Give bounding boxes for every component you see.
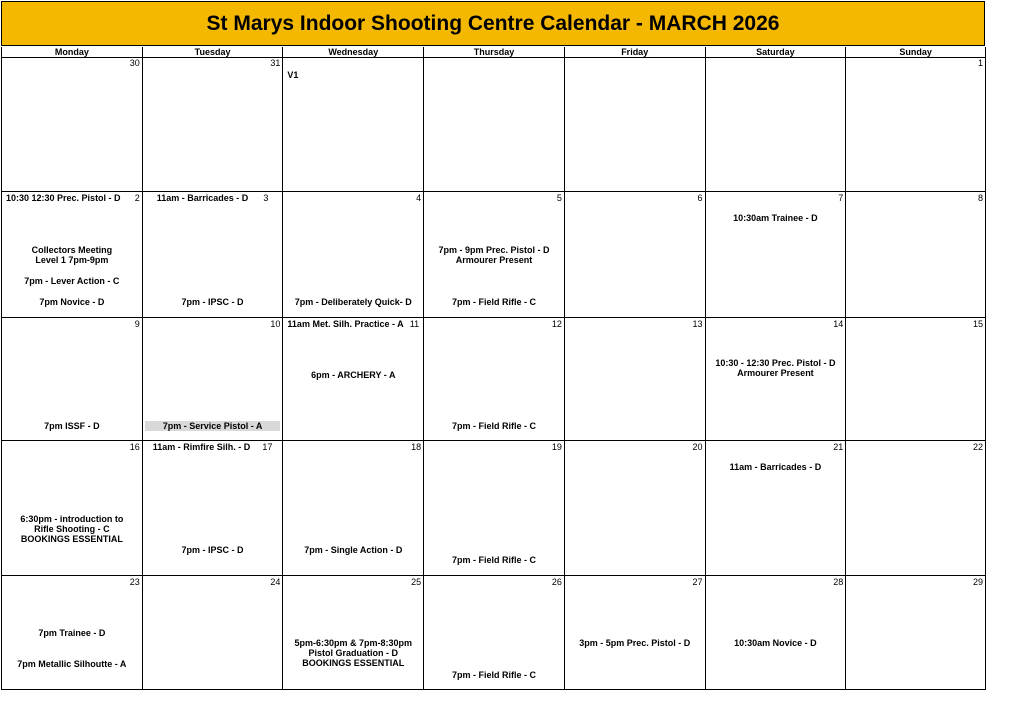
event-label: 5pm-6:30pm & 7pm-8:30pm	[294, 638, 413, 648]
event-label: Armourer Present	[455, 255, 533, 265]
week-row	[1, 441, 986, 576]
day-cell[interactable]	[142, 318, 283, 440]
day-cell[interactable]	[423, 576, 564, 689]
day-cell[interactable]	[845, 318, 986, 440]
weekday-friday: Friday	[564, 47, 705, 58]
day-number: 27	[692, 577, 703, 587]
day-number: 13	[692, 319, 703, 329]
day-number: 15	[972, 319, 983, 329]
day-cell[interactable]	[845, 57, 986, 191]
day-number: 3	[263, 193, 269, 203]
event-label: 6pm - ARCHERY - A	[311, 370, 396, 380]
day-cell[interactable]	[845, 192, 986, 317]
day-number: 20	[692, 442, 703, 452]
day-cell[interactable]	[705, 57, 846, 191]
day-cell[interactable]	[423, 441, 564, 575]
event-label: 10:30am Novice - D	[734, 638, 817, 648]
day-cell[interactable]	[423, 192, 564, 317]
day-cell[interactable]	[1, 318, 142, 440]
day-cell[interactable]	[1, 441, 142, 575]
weekday-wednesday: Wednesday	[282, 47, 423, 58]
day-number: 29	[972, 577, 983, 587]
calendar-title-bar	[1, 1, 985, 46]
day-number: 16	[129, 442, 140, 452]
day-number: 28	[833, 577, 844, 587]
day-cell[interactable]	[705, 318, 846, 440]
event-label: 7pm - Field Rifle - C	[451, 297, 536, 307]
event-label: 7pm ISSF - D	[44, 421, 100, 431]
event-label: Level 1 7pm-9pm	[35, 255, 109, 265]
day-cell[interactable]	[142, 57, 283, 191]
event-label: 6:30pm - introduction to	[20, 514, 124, 524]
day-cell[interactable]	[282, 441, 423, 575]
day-number: 25	[411, 577, 422, 587]
day-cell[interactable]	[142, 192, 283, 317]
day-cell[interactable]	[1, 57, 142, 191]
event-label: 7pm - Deliberately Quick- D	[294, 297, 412, 307]
day-number: 17	[262, 442, 273, 452]
day-cell[interactable]	[1, 192, 142, 317]
day-cell[interactable]	[845, 576, 986, 689]
day-number: 4	[416, 193, 422, 203]
event-label: BOOKINGS ESSENTIAL	[20, 534, 123, 544]
event-label: 7pm - Field Rifle - C	[451, 421, 536, 431]
day-cell[interactable]	[564, 318, 705, 440]
day-cell[interactable]	[705, 192, 846, 317]
calendar-title: St Marys Indoor Shooting Centre Calendar - MARCH 2026	[206, 11, 780, 35]
day-cell[interactable]	[705, 576, 846, 689]
event-label: 11am Met. Silh. Practice - A	[287, 319, 404, 329]
weekday-header	[1, 47, 986, 57]
day-cell[interactable]	[564, 57, 705, 191]
day-cell[interactable]	[282, 57, 423, 191]
day-cell[interactable]	[1, 576, 142, 689]
day-number: 18	[411, 442, 422, 452]
week-row	[1, 576, 986, 690]
day-cell[interactable]	[282, 576, 423, 689]
event-label: 7pm - Field Rifle - C	[451, 555, 536, 565]
day-number: 26	[551, 577, 562, 587]
weekday-saturday: Saturday	[705, 47, 846, 58]
event-label: Rifle Shooting - C	[34, 524, 110, 534]
event-label: 10:30 - 12:30 Prec. Pistol - D	[715, 358, 836, 368]
day-cell[interactable]	[282, 192, 423, 317]
event-label: 11am - Rimfire Silh. - D	[152, 442, 251, 452]
day-number: 5	[556, 193, 562, 203]
day-cell[interactable]	[423, 318, 564, 440]
event-label: 3pm - 5pm Prec. Pistol - D	[579, 638, 691, 648]
event-label: 7pm - Single Action - D	[304, 545, 403, 555]
day-number: 30	[129, 58, 140, 68]
week-row	[1, 192, 986, 318]
day-cell[interactable]	[282, 318, 423, 440]
day-cell[interactable]	[564, 441, 705, 575]
event-label: 11am - Barricades - D	[156, 193, 249, 203]
day-number: 6	[697, 193, 703, 203]
day-number: 21	[833, 442, 844, 452]
event-label: BOOKINGS ESSENTIAL	[302, 658, 405, 668]
day-number: 19	[551, 442, 562, 452]
event-label: 7pm - Service Pistol - A	[145, 421, 281, 431]
day-number: 14	[833, 319, 844, 329]
event-label: 7pm - Field Rifle - C	[451, 670, 536, 680]
event-label: 7pm - 9pm Prec. Pistol - D	[438, 245, 550, 255]
event-label: 10:30 12:30 Prec. Pistol - D	[6, 193, 121, 203]
day-cell[interactable]	[705, 441, 846, 575]
day-number: 10	[270, 319, 281, 329]
day-number: 12	[551, 319, 562, 329]
event-label: Pistol Graduation - D	[308, 648, 399, 658]
day-number: 2	[134, 193, 140, 203]
event-label: 7pm - IPSC - D	[181, 297, 244, 307]
weekday-tuesday: Tuesday	[142, 47, 283, 58]
weekday-monday: Monday	[1, 47, 142, 58]
day-number: 7	[838, 193, 844, 203]
day-number: 23	[129, 577, 140, 587]
day-number: 22	[972, 442, 983, 452]
day-number: 9	[134, 319, 140, 329]
event-label: 7pm Novice - D	[39, 297, 105, 307]
event-label: 10:30am Trainee - D	[733, 213, 818, 223]
event-label: Armourer Present	[737, 368, 814, 378]
day-cell[interactable]	[142, 441, 283, 575]
event-label: 11am - Barricades - D	[729, 462, 822, 472]
event-label: 7pm Trainee - D	[38, 628, 106, 638]
event-label: 7pm - Lever Action - C	[24, 276, 120, 286]
day-number: 11	[409, 319, 420, 329]
day-cell[interactable]	[564, 192, 705, 317]
day-number: 31	[270, 58, 281, 68]
week-row	[1, 318, 986, 441]
day-number: 24	[270, 577, 281, 587]
event-label: 7pm - IPSC - D	[181, 545, 244, 555]
day-cell[interactable]	[423, 57, 564, 191]
event-label: V1	[287, 70, 299, 80]
weekday-thursday: Thursday	[423, 47, 564, 58]
weekday-sunday: Sunday	[845, 47, 986, 58]
day-cell[interactable]	[564, 576, 705, 689]
week-row	[1, 57, 986, 192]
event-label: 7pm Metallic Silhoutte - A	[17, 659, 127, 669]
event-label: Collectors Meeting	[31, 245, 113, 255]
day-cell[interactable]	[845, 441, 986, 575]
day-number: 8	[977, 193, 983, 203]
day-number: 1	[977, 58, 983, 68]
day-cell[interactable]	[142, 576, 283, 689]
